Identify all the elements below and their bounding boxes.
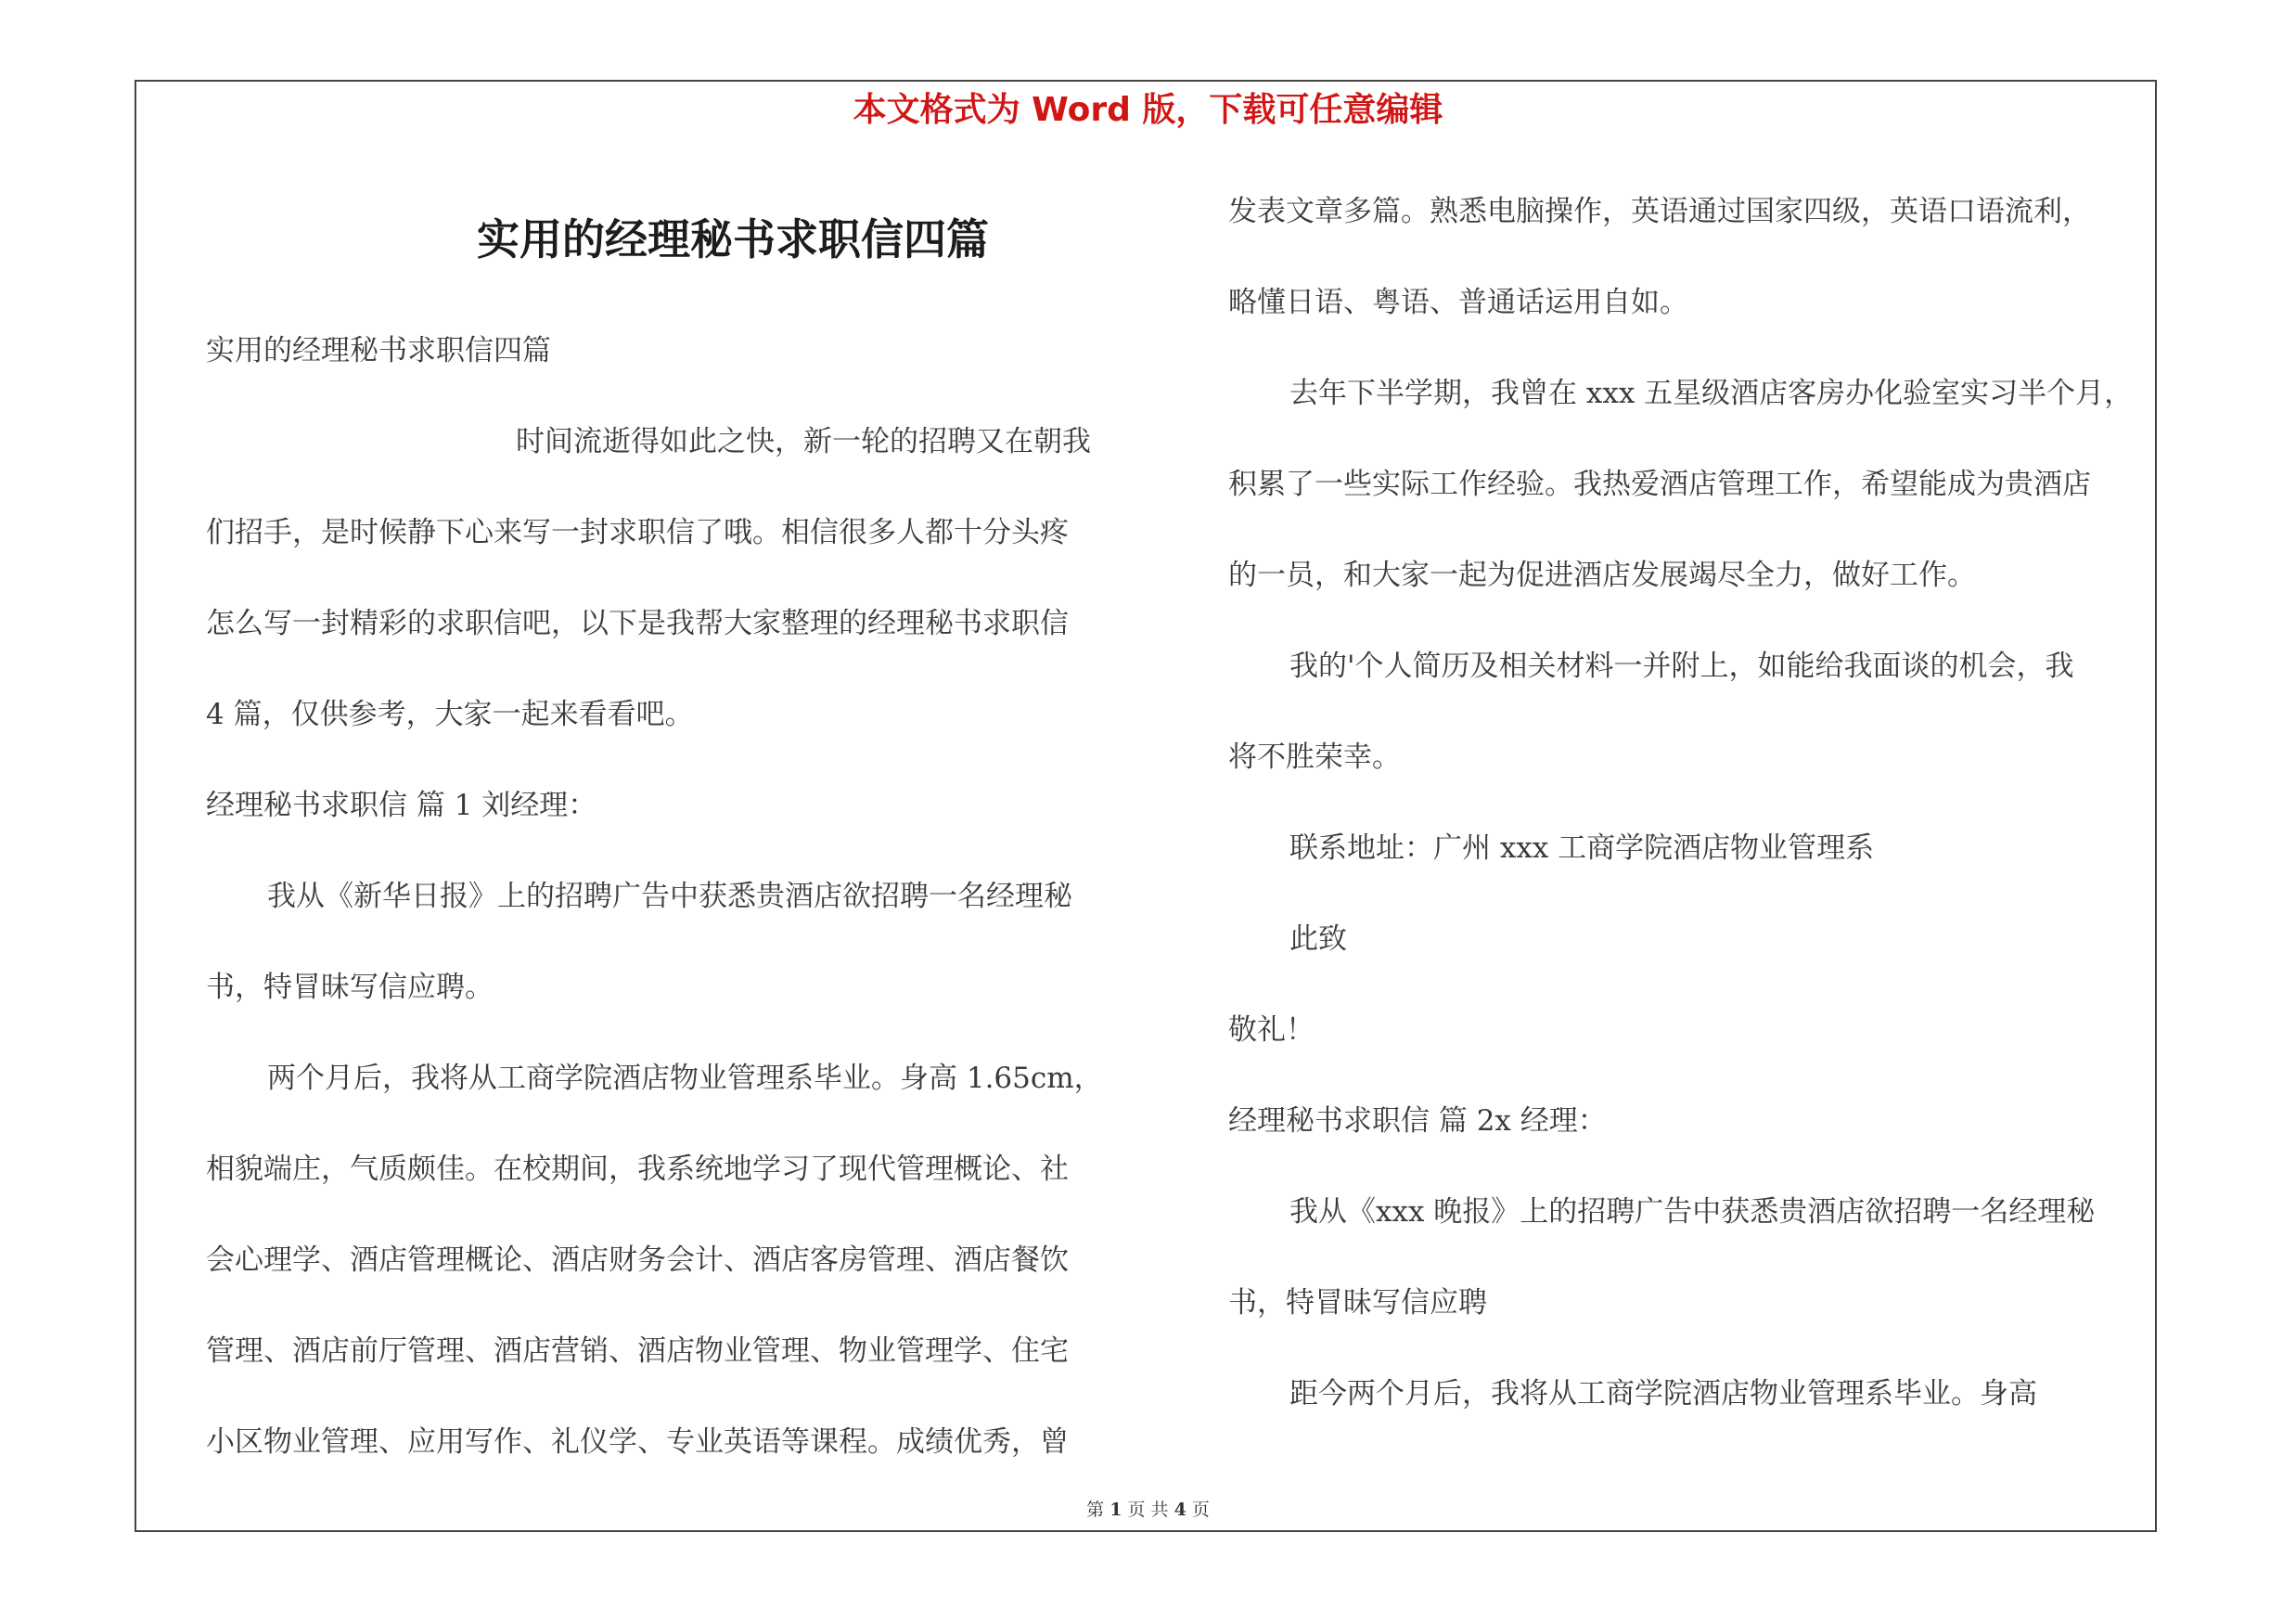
format-banner: 本文格式为 Word 版，下载可任意编辑 [853,91,1443,129]
page-middle: 页 共 [1127,1500,1169,1520]
right-line-6: 我的'个人简历及相关材料一并附上，如能给我面谈的机会，我 [1289,650,2074,683]
left-line-intro-1: 时间流逝得如此之快，新一轮的招聘又在朝我 [516,425,1091,458]
left-line-body-5: 会心理学、酒店管理概论、酒店财务会计、酒店客房管理、酒店餐饮 [206,1243,1069,1277]
left-line-intro-3: 怎么写一封精彩的求职信吧，以下是我帮大家整理的经理秘书求职信 [206,607,1069,640]
right-line-body-1: 我从《xxx 晚报》上的招聘广告中获悉贵酒店欲招聘一名经理秘 [1289,1195,2096,1229]
left-line-intro-2: 们招手，是时候静下心来写一封求职信了哦。相信很多人都十分头疼 [206,516,1069,549]
left-line-body-7: 小区物业管理、应用写作、礼仪学、专业英语等课程。成绩优秀，曾 [206,1425,1069,1459]
left-line-body-1: 我从《新华日报》上的招聘广告中获悉贵酒店欲招聘一名经理秘 [267,880,1072,913]
left-line-subtitle: 实用的经理秘书求职信四篇 [206,334,551,367]
left-line-intro-4: 4 篇，仅供参考，大家一起来看看吧。 [206,698,694,731]
right-line-5: 的一员，和大家一起为促进酒店发展竭尽全力，做好工作。 [1228,559,1976,592]
left-line-body-2: 书，特冒昧写信应聘。 [206,971,494,1004]
document-title: 实用的经理秘书求职信四篇 [477,214,989,264]
page-total: 4 [1174,1500,1186,1520]
right-line-3: 去年下半学期，我曾在 xxx 五星级酒店客房办化验室实习半个月， [1289,377,2134,410]
right-line-1: 发表文章多篇。熟悉电脑操作，英语通过国家四级，英语口语流利， [1228,195,2091,228]
left-line-body-4: 相貌端庄，气质颇佳。在校期间，我系统地学习了现代管理概论、社 [206,1153,1069,1186]
left-line-body-6: 管理、酒店前厅管理、酒店营销、酒店物业管理、物业管理学、住宅 [206,1334,1069,1368]
right-line-body-3: 距今两个月后，我将从工商学院酒店物业管理系毕业。身高 [1289,1377,2037,1410]
page-number: 1 [1110,1500,1122,1520]
right-line-closing-1: 此致 [1289,922,1347,956]
page-prefix: 第 [1086,1500,1105,1520]
page-suffix: 页 [1191,1500,1210,1520]
right-line-closing-2: 敬礼！ [1228,1013,1315,1047]
right-line-address: 联系地址：广州 xxx 工商学院酒店物业管理系 [1289,831,1875,865]
right-line-body-2: 书，特冒昧写信应聘 [1228,1286,1487,1320]
page-indicator [0,1496,2296,1521]
right-line-2: 略懂日语、粤语、普通话运用自如。 [1228,286,1688,319]
right-line-7: 将不胜荣幸。 [1228,741,1401,774]
right-line-4: 积累了一些实际工作经验。我热爱酒店管理工作，希望能成为贵酒店 [1228,468,2091,501]
right-line-heading-2: 经理秘书求职信 篇 2x 经理： [1228,1104,1607,1138]
left-line-body-3: 两个月后，我将从工商学院酒店物业管理系毕业。身高 1.65cm， [267,1062,1103,1095]
left-line-heading-1: 经理秘书求职信 篇 1 刘经理： [206,789,597,822]
